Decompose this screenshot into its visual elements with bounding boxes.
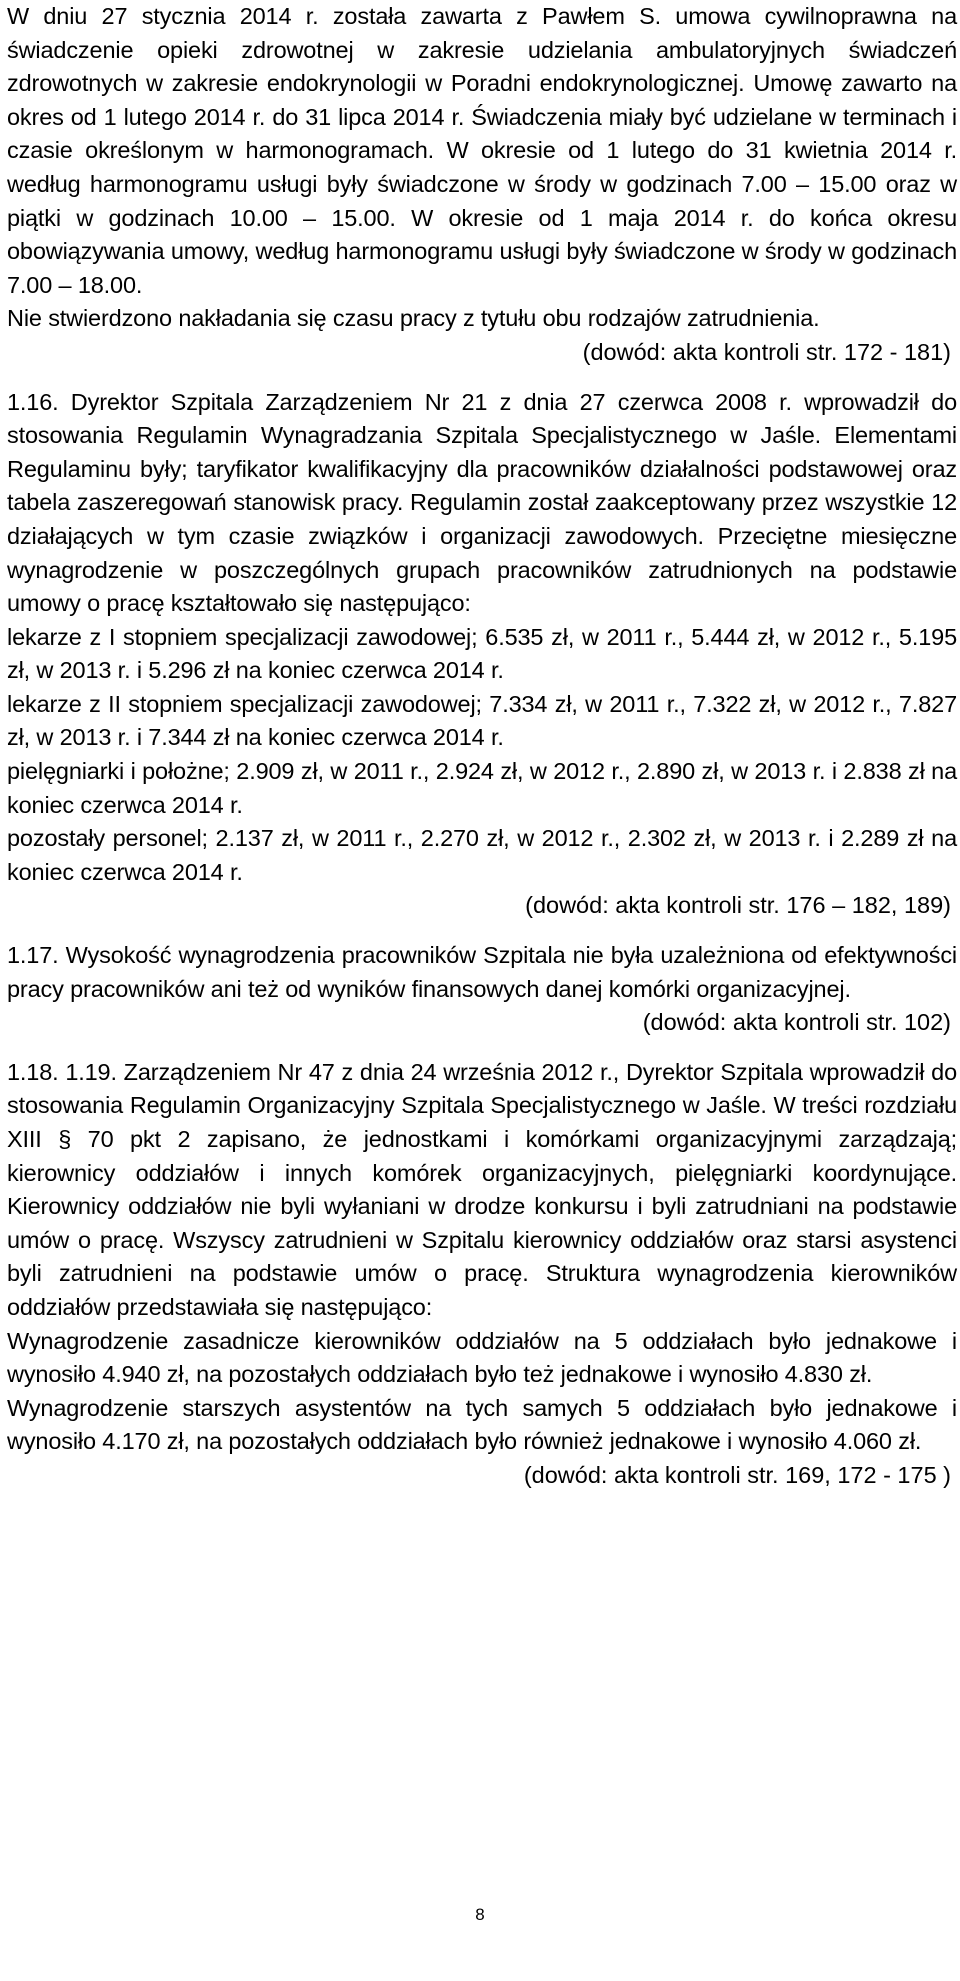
- evidence-reference-1: (dowód: akta kontroli str. 172 - 181): [582, 338, 951, 365]
- page-number: 8: [475, 1905, 485, 1924]
- evidence-reference-2: (dowód: akta kontroli str. 176 – 182, 189): [525, 892, 951, 919]
- paragraph-nurses-midwives: pielęgniarki i położne; 2.909 zł, w 2011 r., 2.924 zł, w 2012 r., 2.890 zł, w 2013 r. i 2.838 zł na koniec czerwca 2014 r.: [7, 758, 957, 818]
- paragraph-1-18-1-19-organizational-regulations: 1.18. 1.19. Zarządzeniem Nr 47 z dnia 24 września 2012 r., Dyrektor Szpitala wprowadził do stosowania Regulamin Organizacyjny Szpitala Specjalistycznego w Jaśle. W treści rozdziału XIII § 70 pkt 2 zapisano, że jednostkami i komórkami organizacyjnymi zarządzają; kierownicy oddziałów i innych komórek organizacyjnych, pielęgniarki koordynujące. Kierownicy oddziałów nie byli wyłaniani w drodze konkursu i byli zatrudniani na podstawie umów o pracę. Wszyscy zatrudnieni w Szpitalu kierownicy oddziałów oraz starsi asystenci byli zatrudnieni na podstawie umów o pracę. Struktura wynagrodzenia kierowników oddziałów przedstawiała się następująco:: [7, 1058, 957, 1320]
- paragraph-contract-endocrinology: W dniu 27 stycznia 2014 r. została zawarta z Pawłem S. umowa cywilnoprawna na świadczenie opieki zdrowotnej w zakresie udzielania ambulatoryjnych świadczeń zdrowotnych w zakresie endokrynologii w Poradni endokrynologicznej. Umowę zawarto na okres od 1 lutego 2014 r. do 31 lipca 2014 r. Świadczenia miały być udzielane w terminach i czasie określonym w harmonogramach. W okresie od 1 lutego do 31 kwietnia 2014 r. według harmonogramu usługi były świadczone w środy w godzinach 7.00 – 15.00 oraz w piątki w godzinach 10.00 – 15.00. W okresie od 1 maja 2014 r. do końca okresu obowiązywania umowy, według harmonogramu usługi były świadczone w środy w godzinach 7.00 – 18.00.: [7, 3, 957, 298]
- evidence-reference-3: (dowód: akta kontroli str. 102): [642, 1009, 951, 1036]
- paragraph-1-17-remuneration-efficiency: 1.17. Wysokość wynagrodzenia pracowników Szpitala nie była uzależniona od efektywności pracy pracowników ani też od wyników finansowych danej komórki organizacyjnej.: [7, 942, 957, 1002]
- paragraph-heads-base-salary: Wynagrodzenie zasadnicze kierowników oddziałów na 5 oddziałach było jednakowe i wynosiło 4.940 zł, na pozostałych oddziałach było też jednakowe i wynosiło 4.830 zł.: [7, 1327, 957, 1388]
- paragraph-doctors-level-1: lekarze z I stopniem specjalizacji zawodowej; 6.535 zł, w 2011 r., 5.444 zł, w 2012 r., 5.195 zł, w 2013 r. i 5.296 zł na koniec czerwca 2014 r.: [7, 623, 957, 684]
- evidence-reference-4: (dowód: akta kontroli str. 169, 172 - 175 ): [523, 1461, 951, 1488]
- paragraph-other-staff: pozostały personel; 2.137 zł, w 2011 r., 2.270 zł, w 2012 r., 2.302 zł, w 2013 r. i 2.289 zł na koniec czerwca 2014 r.: [7, 825, 957, 885]
- paragraph-no-overlap: Nie stwierdzono nakładania się czasu pracy z tytułu obu rodzajów zatrudnienia.: [7, 305, 820, 332]
- paragraph-1-16-remuneration-regulations: 1.16. Dyrektor Szpitala Zarządzeniem Nr 21 z dnia 27 czerwca 2008 r. wprowadził do stosowania Regulamin Wynagradzania Szpitala Specjalistycznego w Jaśle. Elementami Regulaminu były; taryfikator kwalifikacyjny dla pracowników działalności podstawowej oraz tabela zaszeregowań stanowisk pracy. Regulamin został zaakceptowany przez wszystkie 12 działających w tym czasie związków i organizacji zawodowych. Przeciętne miesięczne wynagrodzenie w poszczególnych grupach pracowników zatrudnionych na podstawie umowy o pracę kształtowało się następująco:: [7, 388, 957, 617]
- document-page: [7, 0, 957, 1493]
- spacer: [7, 370, 957, 386]
- paragraph-doctors-level-2: lekarze z II stopniem specjalizacji zawodowej; 7.334 zł, w 2011 r., 7.322 zł, w 2012 r., 7.827 zł, w 2013 r. i 7.344 zł na koniec czerwca 2014 r.: [7, 690, 957, 751]
- spacer: [7, 1040, 957, 1056]
- spacer: [7, 923, 957, 939]
- paragraph-senior-assistants-salary: Wynagrodzenie starszych asystentów na tych samych 5 oddziałach było jednakowe i wynosiło 4.170 zł, na pozostałych oddziałach było również jednakowe i wynosiło 4.060 zł.: [7, 1394, 957, 1455]
